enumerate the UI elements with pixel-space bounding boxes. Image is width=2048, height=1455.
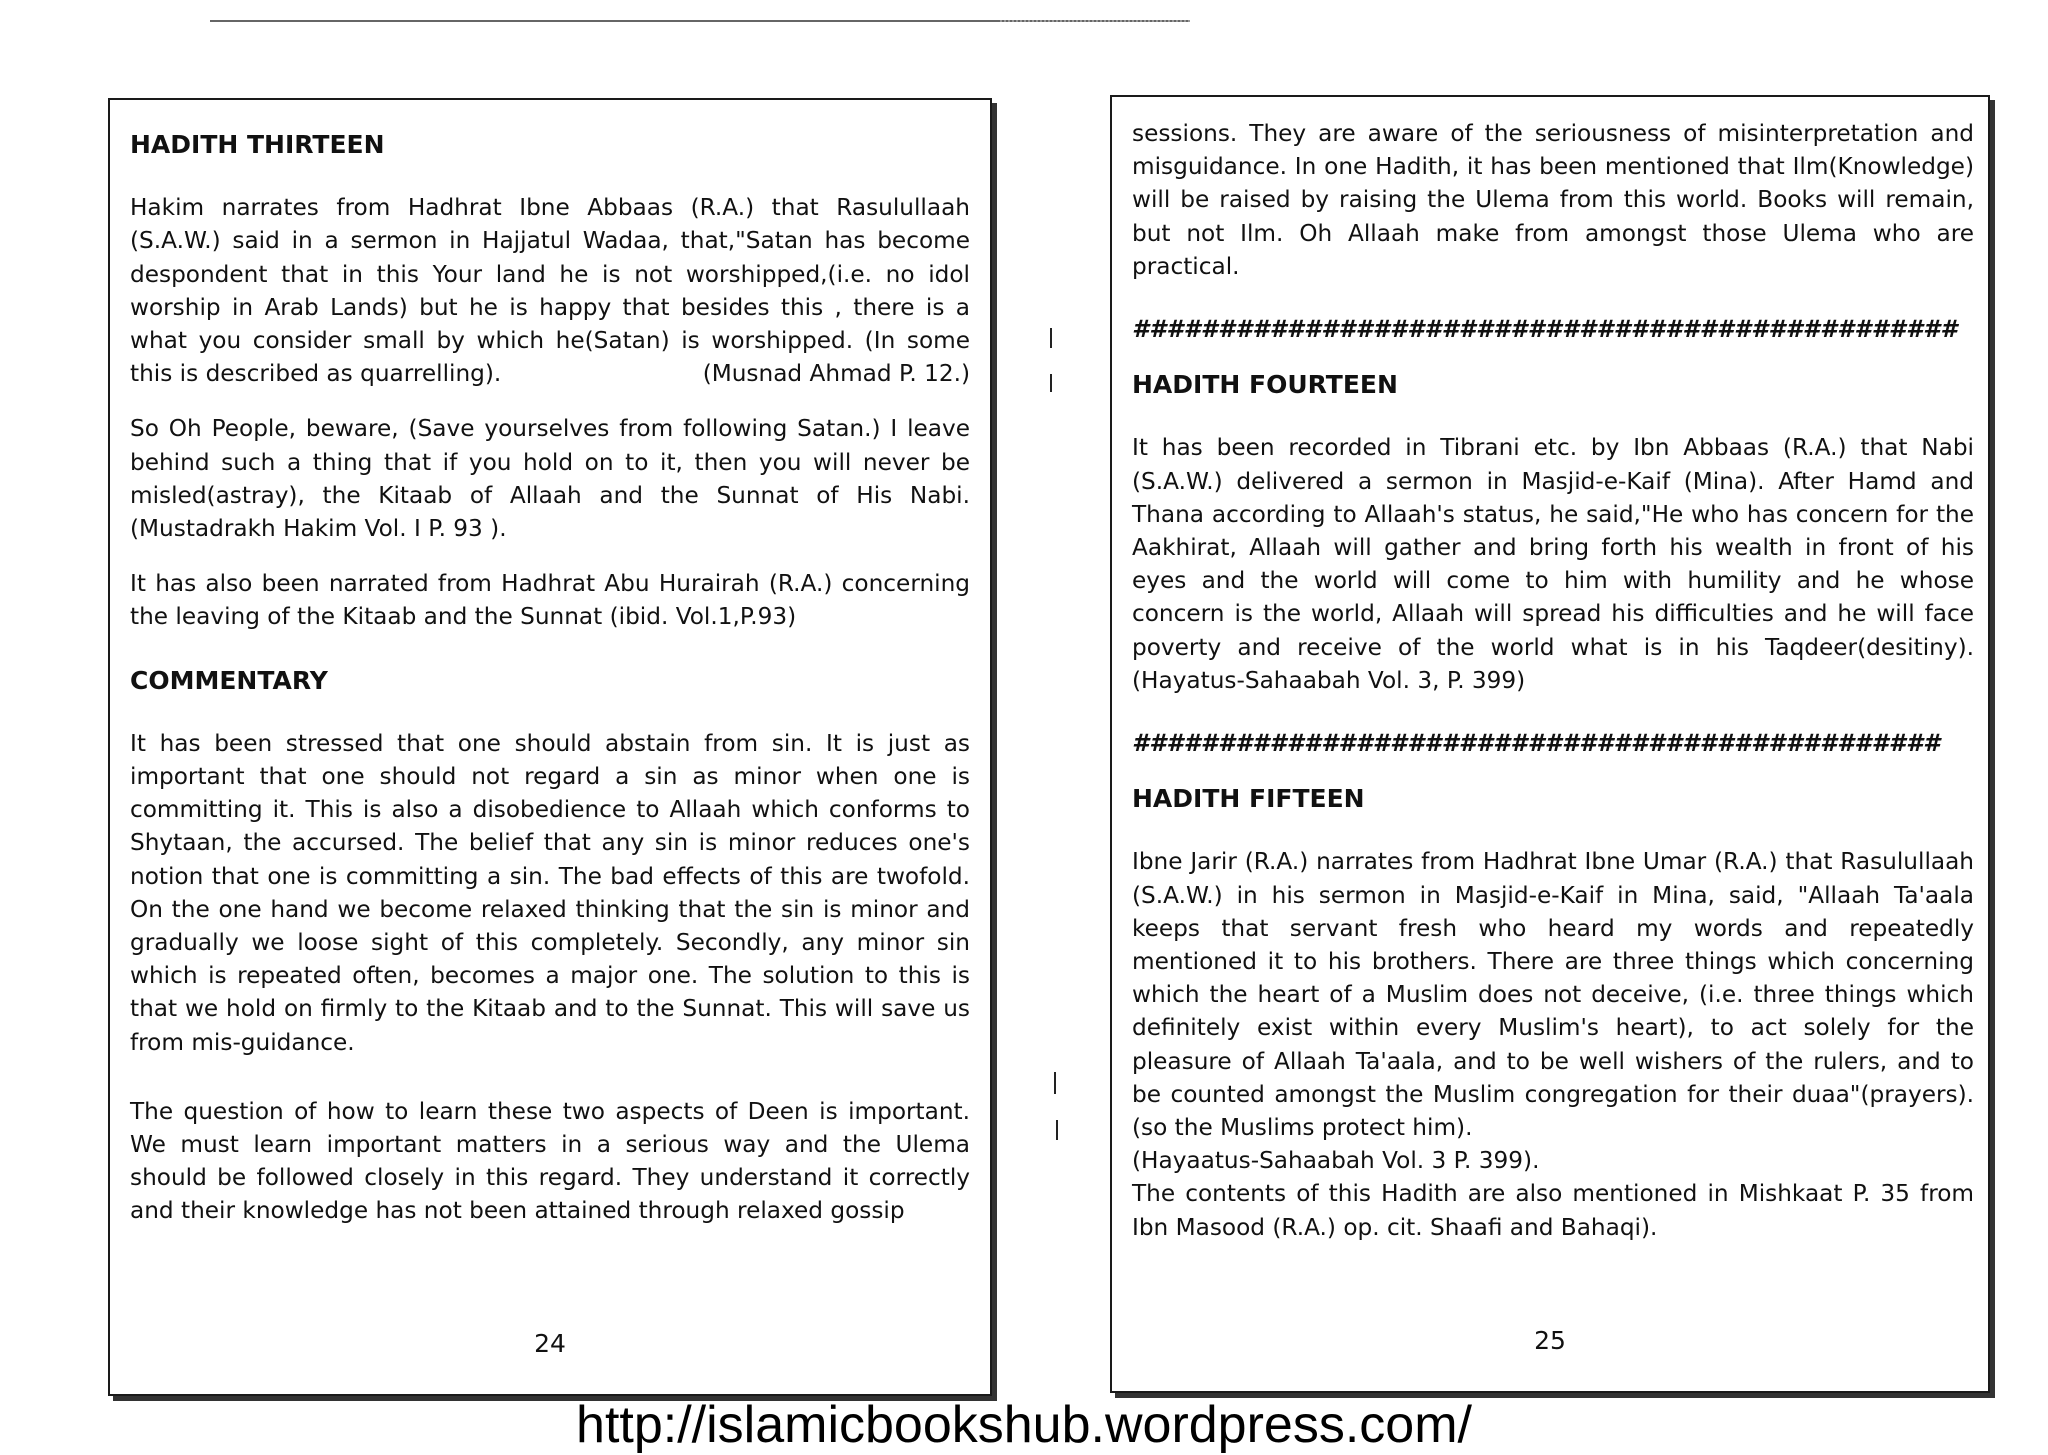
page-right-content (1132, 117, 1974, 1244)
hadith-fifteen-paragraph-2: The contents of this Hadith are also mentioned in Mishkaat P. 35 from Ibn Masood (R.A.) op. cit. Shaafi and Bahaqi). (1132, 1180, 1974, 1241)
hadith-thirteen-paragraph-3: It has also been narrated from Hadhrat Abu Hurairah (R.A.) concerning the leaving of the Kitaab and the Sunnat (ibid. Vol.1,P.93) (130, 570, 970, 631)
continuation-paragraph: sessions. They are aware of the seriousness of misinterpretation and misguidance. In one Hadith, it has been mentioned that Ilm(Knowledge) will be raised by raising the Ulema from this world. Books will remain, but not Ilm. Oh Allaah make from amongst those Ulema who are practical. (1132, 120, 1974, 280)
hadith-fourteen-paragraph: It has been recorded in Tibrani etc. by Ibn Abbaas (R.A.) that Nabi (S.A.W.) delivered a sermon in Masjid-e-Kaif (Mina). After Hamd and Thana according to Allaah's status, he said,"He who has concern for the Aakhirat, Allaah will gather and bring forth his wealth in front of his eyes and the world will come to him with humility and he whose concern is the world, Allaah will spread his difficulties and he will face poverty and receive of the world what is in his Taqdeer(desitiny). (Hayatus-Sahaabah Vol. 3, P. 399) (1132, 434, 1974, 694)
page-right (1110, 95, 1990, 1393)
commentary-title: COMMENTARY (130, 665, 328, 695)
gutter-mark (1050, 374, 1052, 392)
page-number-left: 24 (534, 1329, 566, 1358)
commentary-paragraph-1: It has been stressed that one should abstain from sin. It is just as important that one should not regard a sin as minor when one is committing it. This is also a disobedience to Allaah which conforms to Shytaan, the accursed. The belief that any sin is minor reduces one's notion that one is committing a sin. The bad effects of this are twofold. On the one hand we become relaxed thinking that the sin is minor and gradually we loose sight of this completely. Secondly, any minor sin which is repeated often, becomes a major one. The solution to this is that we hold on firmly to the Kitaab and to the Sunnat. This will save us from mis-guidance. (130, 729, 970, 1056)
page-left (108, 98, 992, 1396)
gutter-mark (1056, 1120, 1058, 1140)
scan-top-edge-dotted (1000, 20, 1190, 22)
footer-url: http://islamicbookshub.wordpress.com/ (576, 1396, 1472, 1454)
hadith-thirteen-text-1: Hakim narrates from Hadhrat Ibne Abbaas (R.A.) that Rasulullaah (S.A.W.) said in a sermon in Hajjatul Wadaa, that,"Satan has become despondent that in this Your land he is not worshipped,(i.e. no idol worship in Arab Lands) but he is happy that besides this , there is a what you consider small by which he(Satan) is worshipped. (In some this is described as quarrelling). (130, 194, 970, 388)
hadith-thirteen-reference: (Musnad Ahmad P. 12.) (702, 360, 970, 388)
separator-line-1: ################################################ (1132, 315, 1958, 344)
hadith-thirteen-paragraph-2: So Oh People, beware, (Save yourselves from following Satan.) I leave behind such a thing that if you hold on to it, then you will never be misled(astray), the Kitaab of Allaah and the Sunnat of His Nabi. (Mustadrakh Hakim Vol. I P. 93 ). (130, 415, 970, 543)
hadith-fifteen-reference: (Hayaatus-Sahaabah Vol. 3 P. 399). (1132, 1147, 1540, 1175)
hadith-fourteen-title: HADITH FOURTEEN (1132, 370, 1398, 400)
gutter-mark (1054, 1072, 1056, 1094)
commentary-paragraph-2: The question of how to learn these two aspects of Deen is important. We must learn important matters in a serious way and the Ulema should be followed closely in this regard. They understand it correctly and their knowledge has not been attained through relaxed gossip (130, 1097, 970, 1225)
hadith-thirteen-paragraph-1 (130, 191, 970, 390)
page-left-content (130, 128, 970, 1228)
hadith-thirteen-title: HADITH THIRTEEN (130, 130, 385, 159)
hadith-fifteen-paragraph-1: Ibne Jarir (R.A.) narrates from Hadhrat Ibne Umar (R.A.) that Rasulullaah (S.A.W.) in his sermon in Masjid-e-Kaif in Mina, said, "Allaah Ta'aala keeps that servant fresh who heard my words and repeatedly mentioned it to his brothers. There are three things which concerning which the heart of a Muslim does not deceive, (i.e. three things which definitely exist within every Muslim's heart), to act solely for the pleasure of Allaah Ta'aala, and to be well wishers of the rulers, and to be counted amongst the Muslim congregation for their duaa"(prayers).(so the Muslims protect him). (1132, 848, 1974, 1142)
page-number-right: 25 (1534, 1326, 1566, 1355)
separator-line-2: ############################################### (1132, 729, 1941, 758)
gutter-mark (1050, 328, 1052, 348)
hadith-fifteen-title: HADITH FIFTEEN (1132, 784, 1365, 814)
